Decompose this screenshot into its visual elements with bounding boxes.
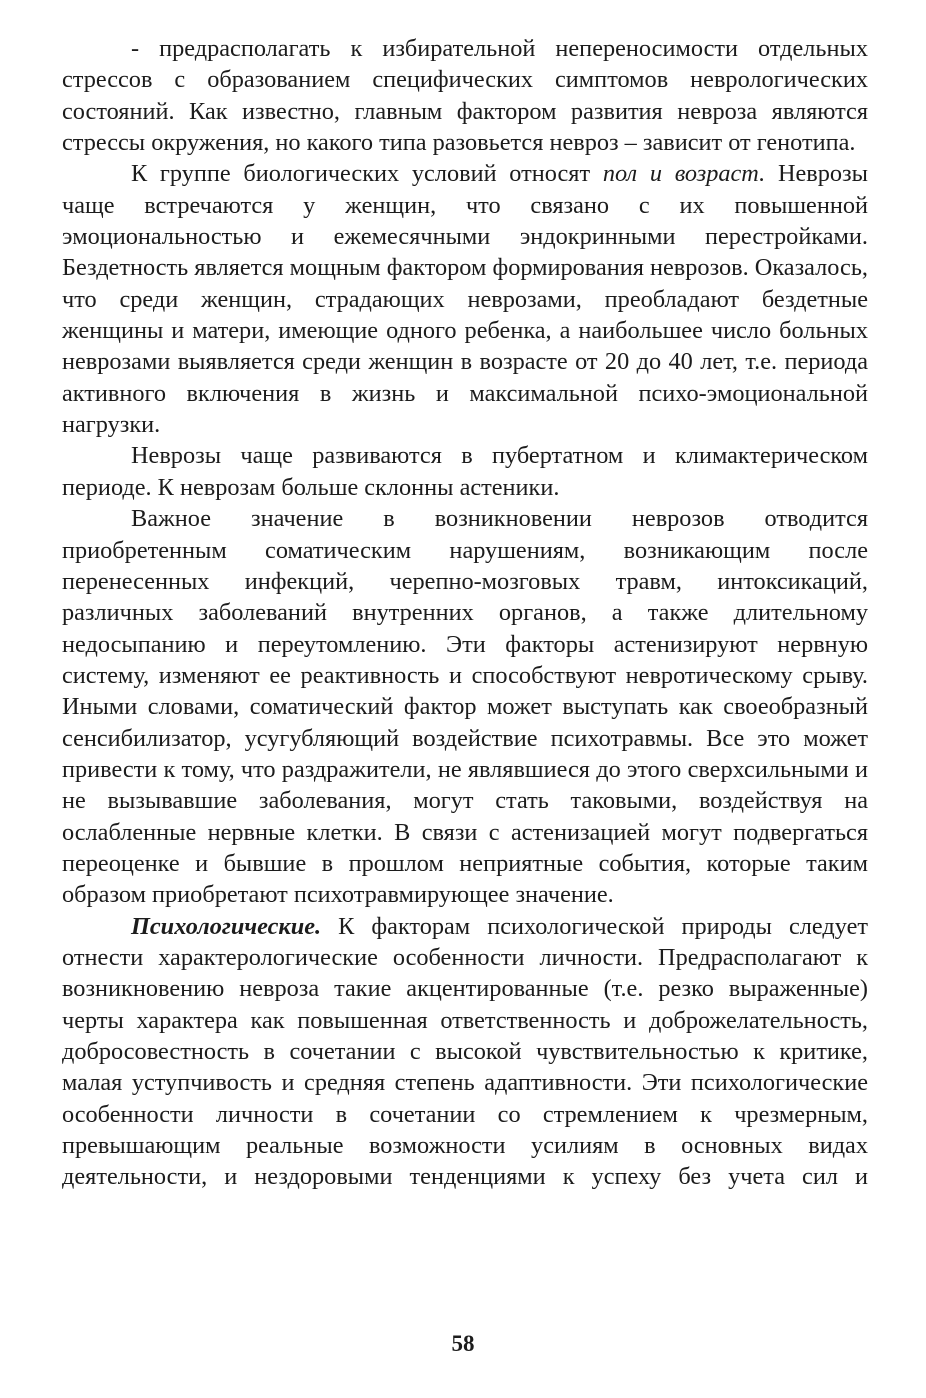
paragraph-2-italic-term: пол и возраст.: [602, 160, 766, 188]
paragraph-4: [62, 503, 868, 910]
paragraph-4-text: Важное значение в возникновении неврозов отводится приобретенным соматическим нарушениям, возникающим после перенесенных инфекций, черепно-мозговых травм, интоксикаций, различных заболеваний внутренних органов, а также длительному недосыпанию и переутомлению. Эти факторы астенизируют нервную систему, изменяют ее реактивность и способствуют невротическому срыву. Иными словами, соматический фактор может выступать как своеобразный сенсибилизатор, усугубляющий воздействие психотравмы. Все это может привести к тому, что раздражители, не являвшиеся до этого сверхсильными и не вызывавшие заболевания, могут стать таковыми, воздействуя на ослабленные нервные клетки. В связи с астенизацией могут подвергаться переоценке и бывшие в прошлом неприятные события, которые таким образом приобретают психотравмирующее значение.: [62, 505, 868, 909]
paragraph-2-rest: Неврозы чаще встречаются у женщин, что связано с их повышенной эмоциональностью и ежемесячными эндокринными перестройками. Бездетность является мощным фактором формирования неврозов. Оказалось, что среди женщин, страдающих неврозами, преобладают бездетные женщины и матери, имеющие одного ребенка, а наибольшее число больных неврозами выявляется среди женщин в возрасте от 20 до 40 лет, т.е. периода активного включения в жизнь и максимальной психо-эмоциональной нагрузки.: [62, 160, 868, 439]
page-number: 58: [451, 1331, 475, 1356]
body-text: [62, 33, 868, 1193]
paragraph-2: [62, 158, 868, 440]
paragraph-3-text: Неврозы чаще развиваются в пубертатном и климактерическом периоде. К неврозам больше склонны астеники.: [62, 442, 868, 501]
paragraph-3: [62, 440, 868, 503]
paragraph-1: [62, 33, 868, 158]
section-heading-psychological: Психологические.: [131, 912, 322, 940]
paragraph-5: [62, 911, 868, 1193]
paragraph-5-rest: К факторам психологической природы следует отнести характерологические особенности личности. Предрасполагают к возникновению невроза такие акцентированные (т.е. резко выраженные) черты характера как повышенная ответственность и доброжелательность, добросовестность в сочетании с высокой чувствительностью к критике, малая уступчивость и средняя степень адаптивности. Эти психологические особенности личности в сочетании со стремлением к чрезмерным, превышающим реальные возможности усилиям в основных видах деятельности, и нездоровыми тенденциями к успеху без учета сил и: [62, 912, 868, 1191]
paragraph-1-text: - предрасполагать к избирательной непереносимости отдельных стрессов с образованием специфических симптомов неврологических состояний. Как известно, главным фактором развития невроза являются стрессы окружения, но какого типа разовьется невроз – зависит от генотипа.: [62, 35, 868, 157]
paragraph-2-start: К группе биологических условий относят: [131, 160, 603, 188]
